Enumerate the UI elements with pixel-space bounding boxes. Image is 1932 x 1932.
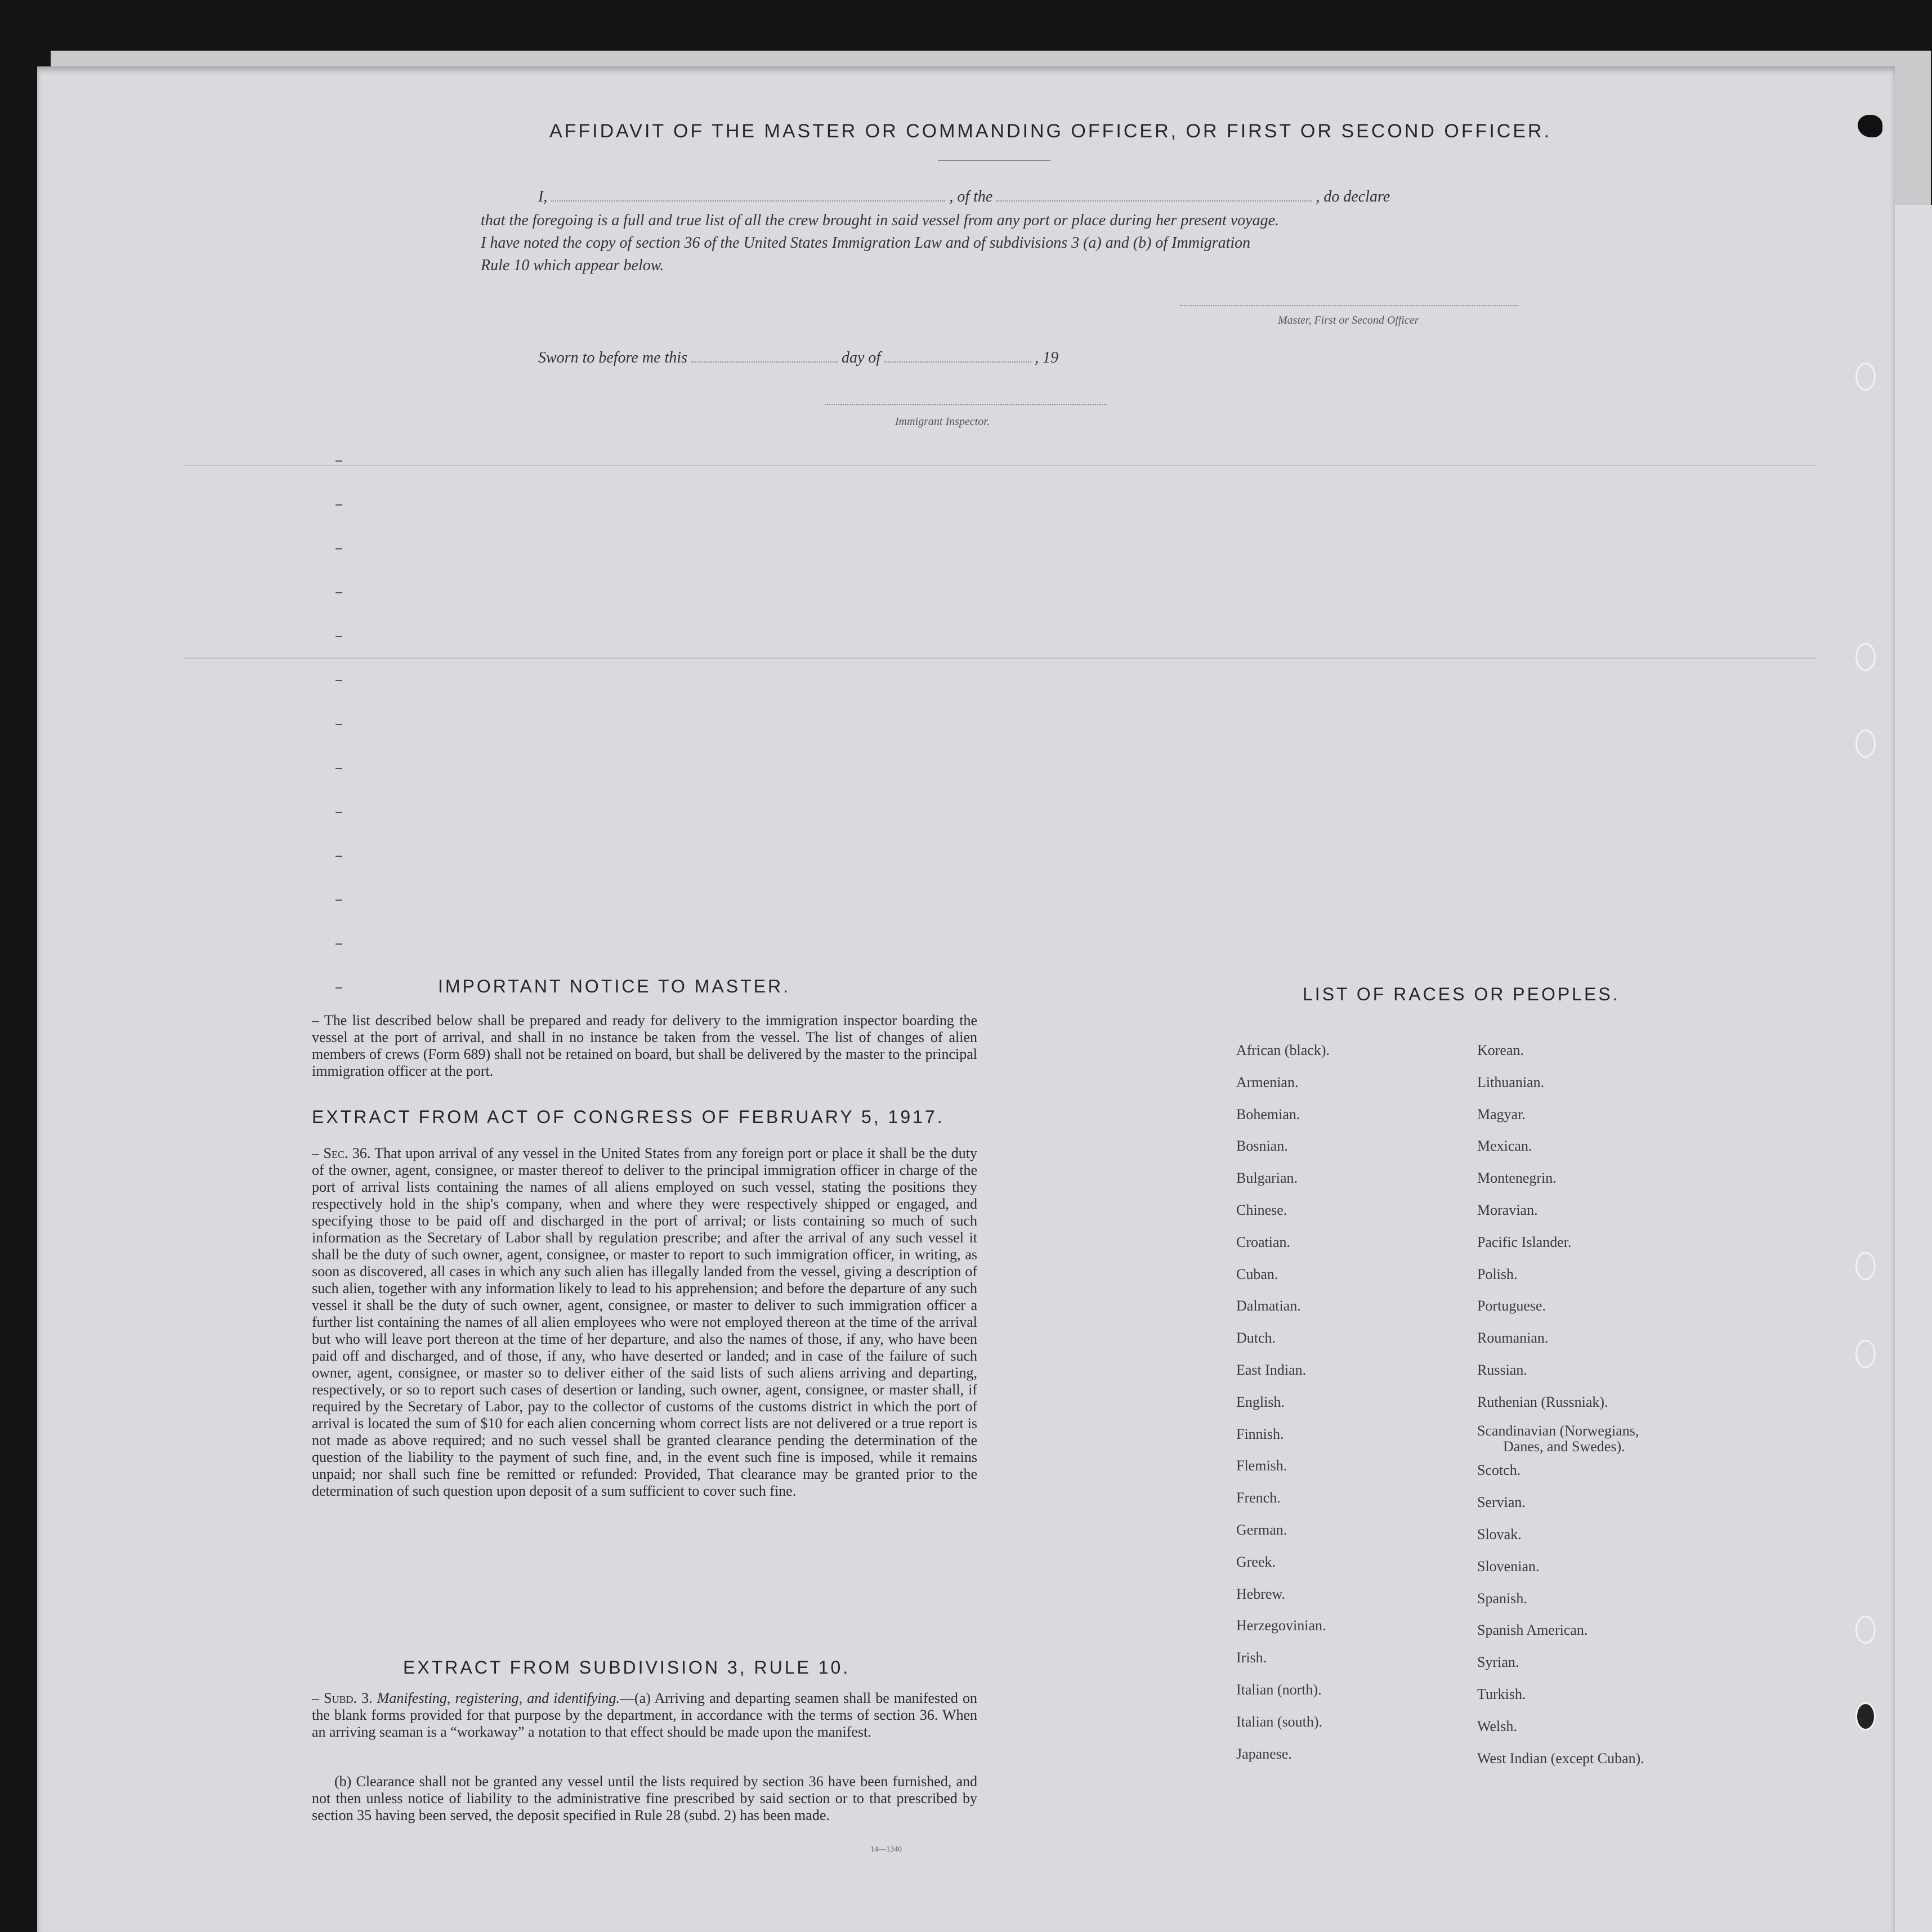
race-item: Lithuanian. — [1477, 1074, 1545, 1090]
bleed-through-line — [184, 465, 1816, 466]
race-item: Spanish American. — [1477, 1622, 1588, 1639]
race-item: Moravian. — [1477, 1201, 1538, 1218]
year-label: , 19 — [1035, 349, 1059, 366]
punch-hole — [1855, 1340, 1876, 1368]
race-item: Dalmatian. — [1236, 1298, 1301, 1314]
race-item: Greek. — [1236, 1553, 1276, 1570]
sworn-label: Sworn to before me this — [538, 349, 687, 366]
race-item: Bohemian. — [1236, 1106, 1300, 1122]
margin-mark — [336, 812, 342, 813]
races-column-1 — [1236, 1035, 1330, 1770]
signature-caption: Master, First or Second Officer — [1278, 314, 1419, 327]
punch-hole — [1855, 730, 1876, 758]
race-item: Magyar. — [1477, 1106, 1526, 1122]
race-item: Croatian. — [1236, 1233, 1291, 1250]
race-item: Portuguese. — [1477, 1298, 1546, 1314]
race-item: Italian (north). — [1236, 1681, 1322, 1698]
margin-mark — [336, 943, 342, 945]
race-item: Russian. — [1477, 1361, 1527, 1378]
race-item: Japanese. — [1236, 1745, 1292, 1762]
rule-subd-label: Subd. 3. — [324, 1690, 373, 1706]
race-item: African (black). — [1236, 1042, 1330, 1058]
sworn-month-field[interactable] — [884, 361, 1031, 363]
act-body: That upon arrival of any vessel in the United States from any foreign port or place it shall be the duty of the owner, agent, consignee, or master thereof to deliver to the principal immigration officer in charge of the port of arrival lists containing the names of all aliens employed on such vessel, stating the positions they respectively hold in the ship's company, when and where they were respectively shipped or engaged, and specifying those to be paid off and discharged in the port of arrival; or lists containing so much of such information as the Secretary of Labor shall by regulation prescribe; and after the arrival of any such vessel it shall be the duty of such owner, agent, consignee, or master to report to such immigration officer, in writing, as soon as discovered, all cases in which any such alien has illegally landed from the vessel, giving a description of such alien, together with any information likely to lead to his apprehension; and before the departure of any such vessel it shall be the duty of such owner, agent, consignee, or master to deliver to such immigration officer a further list containing the names of all alien employees who were not employed thereon at the time of the arrival but who will leave port thereon at the time of her departure, and also the names of those, if any, who have been paid off and discharged, and of those, if any, who have deserted or landed; and in case of the failure of such owner, agent, consignee, or master so to deliver either of the said lists of such aliens arriving and departing, respectively, or so to report such cases of desertion or landing, such owner, agent, consignee, or master shall, if required by the Secretary of Labor, pay to the collector of customs of the customs district in which the port of arrival is located the sum of $10 for each alien concerning whom correct lists are not delivered or a true report is not made as above required; and no such vessel shall be granted clearance pending the determination of the question of the liability to the payment of such fine, and, in the event such fine is imposed, while it remains unpaid; nor shall such fine be remitted or refunded: Provided, That clearance may be granted prior to the determination of such question upon deposit of a sum sufficient to cover such fine. — [312, 1145, 977, 1499]
races-column-2 — [1477, 1035, 1644, 1774]
rule-para-a: —(a) Arriving and departing seamen shall be manifested on the blank forms provided for that purpose by the department, in accordance with the terms of section 36. When an arriving seaman is a “workaway” a notation to that effect should be made upon the manifest. — [312, 1690, 977, 1740]
form-number: 14—1340 — [870, 1845, 902, 1854]
officer-signature-field[interactable] — [1180, 305, 1518, 306]
margin-mark — [336, 900, 342, 901]
race-item: Pacific Islander. — [1477, 1233, 1572, 1250]
ink-blot — [1858, 115, 1882, 137]
punch-hole — [1855, 363, 1876, 391]
race-item: German. — [1236, 1521, 1287, 1538]
bleed-through-line — [184, 658, 1816, 659]
affidavit-line-3: I have noted the copy of section 36 of the United States Immigration Law and of subdivisions 3 (a) and (b) of Immigration — [481, 234, 1251, 252]
margin-mark — [336, 460, 342, 462]
race-item: East Indian. — [1236, 1361, 1307, 1378]
declarant-name-field[interactable] — [551, 200, 945, 202]
affidavit-line-4: Rule 10 which appear below. — [481, 257, 664, 274]
act-text: – Sec. 36. That upon arrival of any vessel in the United States from any foreign port or place it shall be the duty of the owner, agent, consignee, or master thereof to deliver to the principal immigration officer in charge of the port of arrival lists containing the names of all aliens employed on such vessel, stating the positions they respectively hold in the ship's company, when and where they were respectively shipped or engaged, and specifying those to be paid off and discharged in the port of arrival; or lists containing so much of such information as the Secretary of Labor shall by regulation prescribe; and after the arrival of any such vessel it shall be the duty of such owner, agent, consignee, or master to report to such immigration officer, in writing, as soon as discovered, all cases in which any such alien has illegally landed from the vessel, giving a description of such alien, together with any information likely to lead to his apprehension; and before the departure of any such vessel it shall be the duty of such owner, agent, consignee, or master to deliver to such immigration officer a further list containing the names of all alien employees who were not employed thereon at the time of the arrival but who will leave port thereon at the time of her departure, and also the names of those, if any, who have been paid off and discharged, and of those, if any, who have deserted or landed; and in case of the failure of such owner, agent, consignee, or master so to deliver either of the said lists of such aliens arriving and departing, respectively, or so to report such cases of desertion or landing, such owner, agent, consignee, or master shall, if required by the Secretary of Labor, pay to the collector of customs of the customs district in which the port of arrival is located the sum of $10 for each alien concerning whom correct lists are not delivered or a true report is not made as above required; and no such vessel shall be granted clearance pending the determination of the question of the liability to the payment of such fine, and, in the event such fine is imposed, while it remains unpaid; nor shall such fine be remitted or refunded: Provided, That clearance may be granted prior to the determination of such question upon deposit of a sum sufficient to cover such fine. — [312, 1145, 977, 1499]
rule-title: EXTRACT FROM SUBDIVISION 3, RULE 10. — [403, 1657, 851, 1678]
margin-mark — [336, 724, 342, 725]
sworn-day-field[interactable] — [691, 361, 838, 363]
race-item: Scotch. — [1477, 1462, 1521, 1479]
day-of-label: day of — [841, 349, 881, 366]
notice-body: The list described below shall be prepared and ready for delivery to the immigration inspector boarding the vessel at the port of arrival, and shall in no instance be taken from the vessel. The list of changes of alien members of crews (Form 689) shall not be retained on board, but shall be delivered by the master to the principal immigration officer at the port. — [312, 1012, 978, 1079]
margin-mark — [336, 987, 342, 989]
race-item: Finnish. — [1236, 1425, 1284, 1442]
race-item: Chinese. — [1236, 1201, 1287, 1218]
declare-label: , do declare — [1316, 188, 1390, 205]
race-item: Hebrew. — [1236, 1585, 1286, 1602]
margin-mark — [336, 548, 342, 549]
title-divider — [938, 160, 1050, 161]
race-item: Flemish. — [1236, 1457, 1287, 1474]
punch-hole — [1855, 1702, 1876, 1730]
punch-hole — [1855, 643, 1876, 671]
act-title: EXTRACT FROM ACT OF CONGRESS OF FEBRUARY 5, 1917. — [312, 1107, 945, 1127]
rule-text-a: – Subd. 3. Manifesting, registering, and identifying.—(a) Arriving and departing seamen shall be manifested on the blank forms provided for that purpose by the department, in accordance with the terms of section 36. When an arriving seaman is a “workaway” a notation to that effect should be made upon the manifest. — [312, 1690, 977, 1740]
race-item: Bulgarian. — [1236, 1170, 1298, 1187]
vessel-name-field[interactable] — [996, 200, 1312, 202]
race-item: Herzegovinian. — [1236, 1617, 1326, 1634]
punch-hole — [1855, 1616, 1876, 1644]
margin-mark — [336, 856, 342, 857]
race-item: Roumanian. — [1477, 1330, 1549, 1347]
margin-mark — [336, 592, 342, 593]
race-item: Servian. — [1477, 1494, 1526, 1511]
notice-text: – The list described below shall be prepared and ready for delivery to the immigration inspector boarding the vessel at the port of arrival, and shall in no instance be taken from the vessel. The list of changes of alien members of crews (Form 689) shall not be retained on board, but shall be delivered by the master to the principal immigration officer at the port. — [312, 1012, 978, 1079]
sworn-line — [538, 349, 1058, 367]
race-item: West Indian (except Cuban). — [1477, 1750, 1644, 1766]
inspector-caption: Immigrant Inspector. — [895, 415, 990, 428]
act-section-label: Sec. 36. — [323, 1145, 371, 1161]
margin-mark — [336, 768, 342, 769]
race-item: Dutch. — [1236, 1330, 1276, 1347]
margin-mark — [336, 680, 342, 681]
race-item: Mexican. — [1477, 1138, 1532, 1155]
races-title: LIST OF RACES OR PEOPLES. — [1303, 984, 1620, 1004]
punch-hole — [1855, 1252, 1876, 1280]
race-item: Turkish. — [1477, 1685, 1526, 1702]
affidavit-line-1 — [538, 188, 1390, 206]
race-item: Spanish. — [1477, 1590, 1527, 1607]
race-item: Welsh. — [1477, 1718, 1517, 1734]
inspector-signature-field[interactable] — [825, 404, 1107, 405]
race-item: Korean. — [1477, 1042, 1524, 1058]
of-the-label: , of the — [949, 188, 993, 205]
race-item: Italian (south). — [1236, 1713, 1323, 1730]
race-item-multiline — [1477, 1419, 1644, 1455]
manifest-page — [37, 66, 1895, 1932]
margin-mark — [336, 636, 342, 637]
race-item: Polish. — [1477, 1265, 1518, 1282]
margin-mark — [336, 504, 342, 506]
rule-para-b: (b) Clearance shall not be granted any vessel until the lists required by section 36 have been furnished, and not then unless notice of liability to the administrative fine prescribed by said section or to that prescribed by section 35 having been served, the deposit specified in Rule 28 (subd. 2) has been made. — [312, 1773, 977, 1823]
affidavit-line-2: that the foregoing is a full and true list of all the crew brought in said vessel from any port or place during her present voyage. — [481, 212, 1280, 229]
race-item: Scandinavian (Norwegians, — [1477, 1422, 1639, 1439]
declarant-prefix: I, — [538, 188, 548, 205]
race-item: Bosnian. — [1236, 1138, 1288, 1155]
race-item: English. — [1236, 1393, 1285, 1410]
race-item-continued: Danes, and Swedes). — [1503, 1438, 1625, 1455]
race-item: Slovenian. — [1477, 1558, 1540, 1575]
notice-title: IMPORTANT NOTICE TO MASTER. — [438, 976, 790, 996]
race-item: Montenegrin. — [1477, 1170, 1557, 1187]
race-item: Irish. — [1236, 1649, 1267, 1666]
rule-subd-heading: Manifesting, registering, and identifying. — [377, 1690, 620, 1706]
race-item: Ruthenian (Russniak). — [1477, 1393, 1608, 1410]
race-item: Cuban. — [1236, 1265, 1278, 1282]
affidavit-title: AFFIDAVIT OF THE MASTER OR COMMANDING OFFICER, OR FIRST OR SECOND OFFICER. — [549, 120, 1552, 142]
race-item: French. — [1236, 1490, 1281, 1506]
race-item: Slovak. — [1477, 1526, 1522, 1542]
race-item: Syrian. — [1477, 1654, 1519, 1671]
race-item: Armenian. — [1236, 1074, 1299, 1090]
